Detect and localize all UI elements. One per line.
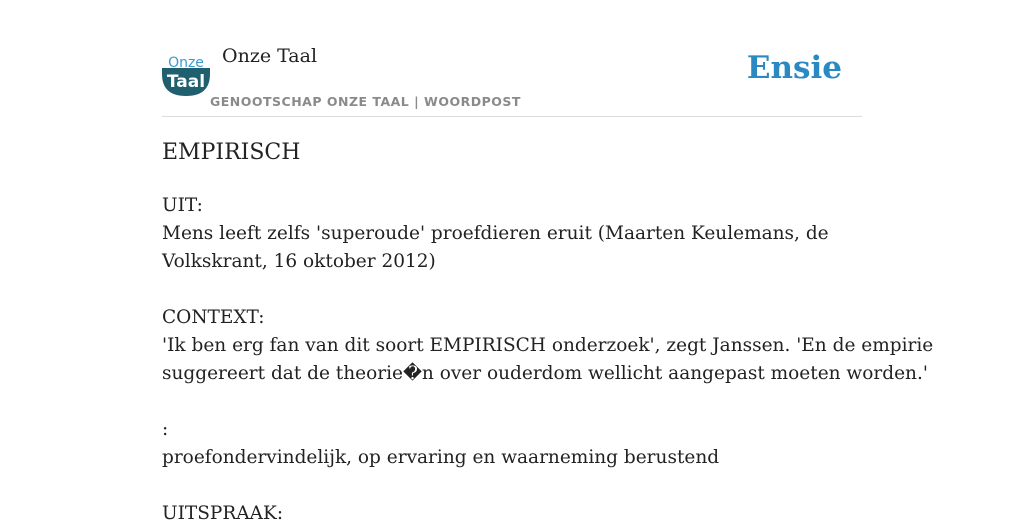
page-container xyxy=(162,0,934,524)
definition-text: proefondervindelijk, op ervaring en waarneming berustend xyxy=(162,447,720,468)
spacer xyxy=(162,472,862,500)
site-title[interactable]: Onze Taal xyxy=(222,45,318,67)
spacer xyxy=(162,276,862,304)
source-line-2: Volkskrant, 16 oktober 2012) xyxy=(162,251,436,272)
logo-text-bottom: Taal xyxy=(166,72,206,92)
source-label: UIT: xyxy=(162,195,203,216)
site-subtitle: GENOOTSCHAP ONZE TAAL | WOORDPOST xyxy=(210,94,521,109)
entry-body xyxy=(162,192,934,528)
ensie-brand-logo[interactable]: Ensie xyxy=(746,50,842,86)
context-line-2: suggereert dat de theorie�n over ouderdom wellicht aangepast moeten worden.' xyxy=(162,363,928,384)
onze-taal-logo[interactable] xyxy=(162,50,210,96)
source-line-1: Mens leeft zelfs 'superoude' proefdieren eruit (Maarten Keulemans, de xyxy=(162,223,829,244)
context-label: CONTEXT: xyxy=(162,307,265,328)
site-header xyxy=(162,0,862,117)
spacer xyxy=(162,388,862,416)
logo-text-top: Onze xyxy=(168,55,204,71)
context-line-1: 'Ik ben erg fan van dit soort EMPIRISCH onderzoek', zegt Janssen. 'En de empirie xyxy=(162,335,934,356)
definition-label: : xyxy=(162,419,169,440)
entry-title: EMPIRISCH xyxy=(162,140,301,165)
pronunciation-label: UITSPRAAK: xyxy=(162,503,284,524)
